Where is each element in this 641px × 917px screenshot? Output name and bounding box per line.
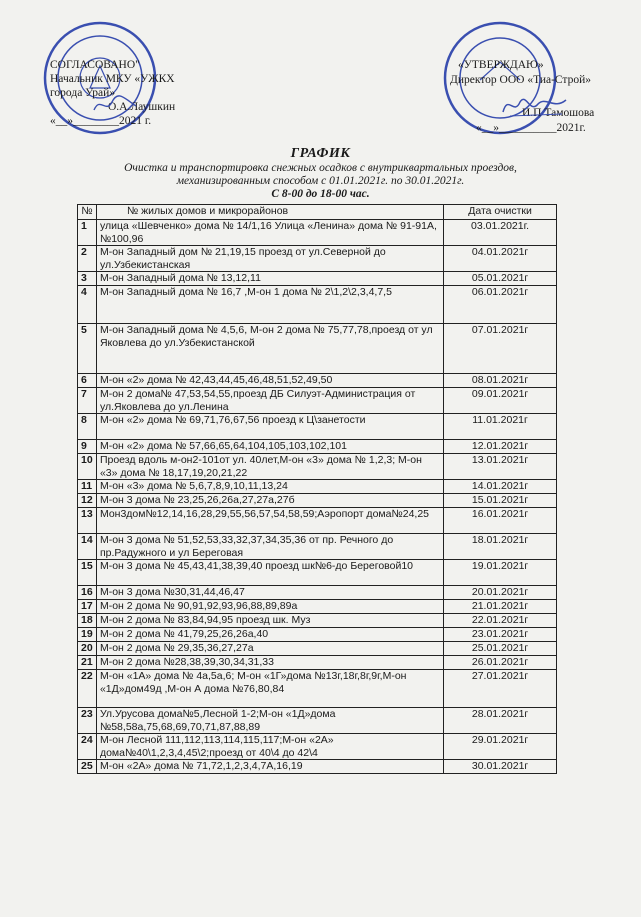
table-row	[78, 628, 557, 642]
document-title: ГРАФИК	[290, 146, 351, 161]
table-row	[78, 324, 557, 374]
row-addresses: М-он 2 дома № 41,79,25,26,26а,40	[96, 628, 443, 642]
row-addresses: М-он «2» дома № 42,43,44,45,46,48,51,52,49,50	[96, 374, 443, 388]
row-number: 19	[78, 628, 97, 642]
left-approval-position: Начальник МКУ «УЖКХ	[50, 73, 175, 85]
row-addresses: М-он «2А» дома № 71,72,1,2,3,4,7А,16,19	[96, 760, 443, 774]
right-approval-name: И.П Тамошова	[522, 107, 595, 119]
row-addresses: М-он 3 дома №30,31,44,46,47	[96, 586, 443, 600]
row-addresses: Ул.Урусова дома№5,Лесной 1-2;М-он «1Д»дома №58,58а,75,68,69,70,71,87,88,89	[96, 708, 443, 734]
row-addresses: М-он «3» дома № 5,6,7,8,9,10,11,13,24	[96, 480, 443, 494]
row-number: 14	[78, 534, 97, 560]
row-date: 23.01.2021г	[444, 628, 557, 642]
table-row	[78, 286, 557, 324]
row-addresses: М-он 2 дома № 29,35,36,27,27а	[96, 642, 443, 656]
row-number: 9	[78, 440, 97, 454]
row-date: 12.01.2021г	[444, 440, 557, 454]
row-date: 14.01.2021г	[444, 480, 557, 494]
row-number: 7	[78, 388, 97, 414]
row-addresses: М-он Западный дома № 13,12,11	[96, 272, 443, 286]
left-approval-city: города Урай»	[50, 87, 116, 99]
row-date: 27.01.2021г	[444, 670, 557, 708]
left-approval-name: О.А.Лаушкин	[108, 101, 176, 113]
row-date: 20.01.2021г	[444, 586, 557, 600]
row-addresses: Мон3дом№12,14,16,28,29,55,56,57,54,58,59;Аэропорт дома№24,25	[96, 508, 443, 534]
document-subtitle-line2: механизированным способом с 01.01.2021г. по 30.01.2021г.	[176, 175, 465, 187]
table-header-row	[78, 205, 557, 220]
table-row	[78, 374, 557, 388]
row-date: 07.01.2021г	[444, 324, 557, 374]
header-number: №	[78, 205, 97, 220]
row-date: 08.01.2021г	[444, 374, 557, 388]
row-number: 16	[78, 586, 97, 600]
row-number: 5	[78, 324, 97, 374]
row-date: 16.01.2021г	[444, 508, 557, 534]
row-number: 13	[78, 508, 97, 534]
row-addresses: улица «Шевченко» дома № 14/1,16 Улица «Ленина» дома № 91-91А,№100,96	[96, 220, 443, 246]
row-addresses: М-он 3 дома № 51,52,53,33,32,37,34,35,36 от пр. Речного до пр.Радужного и ул Береговая	[96, 534, 443, 560]
row-date: 28.01.2021г	[444, 708, 557, 734]
row-addresses: М-он «1А» дома № 4а,5а,6; М-он «1Г»дома №13г,18г,8г,9г,М-он «1Д»дом49д ,М-он А дома №76,80,84	[96, 670, 443, 708]
table-row	[78, 508, 557, 534]
row-date: 19.01.2021г	[444, 560, 557, 586]
row-addresses: М-он 2 дома №28,38,39,30,34,31,33	[96, 656, 443, 670]
right-approval-label: «УТВЕРЖДАЮ»	[458, 59, 544, 71]
table-row	[78, 656, 557, 670]
row-addresses: М-он Западный дома № 4,5,6, М-он 2 дома № 75,77,78,проезд от ул Яковлева до ул.Узбекистанской	[96, 324, 443, 374]
row-date: 05.01.2021г	[444, 272, 557, 286]
table-row	[78, 454, 557, 480]
row-addresses: М-он 3 дома № 45,43,41,38,39,40 проезд шк№6-до Береговой10	[96, 560, 443, 586]
row-number: 4	[78, 286, 97, 324]
table-row	[78, 480, 557, 494]
row-date: 29.01.2021г	[444, 734, 557, 760]
right-approval-date: «__»__________2021г.	[476, 122, 586, 134]
row-date: 09.01.2021г	[444, 388, 557, 414]
row-addresses: М-он Лесной 111,112,113,114,115,117;М-он «2А» дома№40\1,2,3,4,45\2;проезд от 40\4 до 42\4	[96, 734, 443, 760]
table-row	[78, 670, 557, 708]
row-number: 23	[78, 708, 97, 734]
document-subtitle-line3: С 8-00 до 18-00 час.	[271, 188, 370, 200]
right-signature-icon	[500, 90, 570, 120]
row-number: 10	[78, 454, 97, 480]
row-date: 26.01.2021г	[444, 656, 557, 670]
row-number: 2	[78, 246, 97, 272]
schedule-table	[77, 204, 557, 774]
table-row	[78, 586, 557, 600]
row-date: 13.01.2021г	[444, 454, 557, 480]
row-addresses: М-он 3 дома № 23,25,26,26а,27,27а,27б	[96, 494, 443, 508]
row-number: 12	[78, 494, 97, 508]
row-date: 22.01.2021г	[444, 614, 557, 628]
row-date: 25.01.2021г	[444, 642, 557, 656]
table-row	[78, 642, 557, 656]
document-subtitle-line1: Очистка и транспортировка снежных осадков с внутриквартальных проездов,	[124, 162, 517, 174]
table-row	[78, 440, 557, 454]
row-number: 15	[78, 560, 97, 586]
right-approval-position: Директор ООО «Тиа-Строй»	[450, 74, 591, 86]
row-date: 06.01.2021г	[444, 286, 557, 324]
row-number: 1	[78, 220, 97, 246]
row-number: 18	[78, 614, 97, 628]
row-date: 21.01.2021г	[444, 600, 557, 614]
table-row	[78, 272, 557, 286]
row-date: 15.01.2021г	[444, 494, 557, 508]
table-row	[78, 414, 557, 440]
row-date: 03.01.2021г.	[444, 220, 557, 246]
row-addresses: М-он 2 дома № 83,84,94,95 проезд шк. Муз	[96, 614, 443, 628]
table-row	[78, 600, 557, 614]
row-number: 8	[78, 414, 97, 440]
row-number: 17	[78, 600, 97, 614]
table-row	[78, 494, 557, 508]
row-addresses: М-он 2 дома № 90,91,92,93,96,88,89,89а	[96, 600, 443, 614]
row-date: 30.01.2021г	[444, 760, 557, 774]
table-row	[78, 708, 557, 734]
left-approval-label: СОГЛАСОВАНО"	[50, 59, 140, 71]
row-date: 04.01.2021г	[444, 246, 557, 272]
left-approval-date: «__»________2021 г.	[50, 115, 152, 127]
table-row	[78, 760, 557, 774]
row-addresses: М-он Западный дома № 16,7 ,М-он 1 дома № 2\1,2\2,3,4,7,5	[96, 286, 443, 324]
row-addresses: М-он «2» дома № 69,71,76,67,56 проезд к Ц\занетости	[96, 414, 443, 440]
row-addresses: М-он «2» дома № 57,66,65,64,104,105,103,102,101	[96, 440, 443, 454]
row-number: 6	[78, 374, 97, 388]
row-number: 21	[78, 656, 97, 670]
row-number: 3	[78, 272, 97, 286]
table-row	[78, 560, 557, 586]
table-row	[78, 734, 557, 760]
table-row	[78, 388, 557, 414]
row-number: 24	[78, 734, 97, 760]
row-addresses: М-он 2 дома№ 47,53,54,55,проезд ДБ Силуэт-Администрация от ул.Яковлева до ул.Ленина	[96, 388, 443, 414]
table-row	[78, 220, 557, 246]
left-signature-icon	[90, 92, 140, 117]
row-date: 18.01.2021г	[444, 534, 557, 560]
row-addresses: М-он Западный дом № 21,19,15 проезд от ул.Северной до ул.Узбекистанская	[96, 246, 443, 272]
table-row	[78, 246, 557, 272]
row-number: 25	[78, 760, 97, 774]
row-number: 11	[78, 480, 97, 494]
header-addresses: № жилых домов и микрорайонов	[96, 205, 443, 220]
row-number: 20	[78, 642, 97, 656]
table-row	[78, 534, 557, 560]
row-addresses: Проезд вдоль м-он2-101от ул. 40лет,М-он «3» дома № 1,2,3; М-он «3» дома № 18,17,19,20,21,22	[96, 454, 443, 480]
row-number: 22	[78, 670, 97, 708]
header-date: Дата очистки	[444, 205, 557, 220]
table-row	[78, 614, 557, 628]
row-date: 11.01.2021г	[444, 414, 557, 440]
